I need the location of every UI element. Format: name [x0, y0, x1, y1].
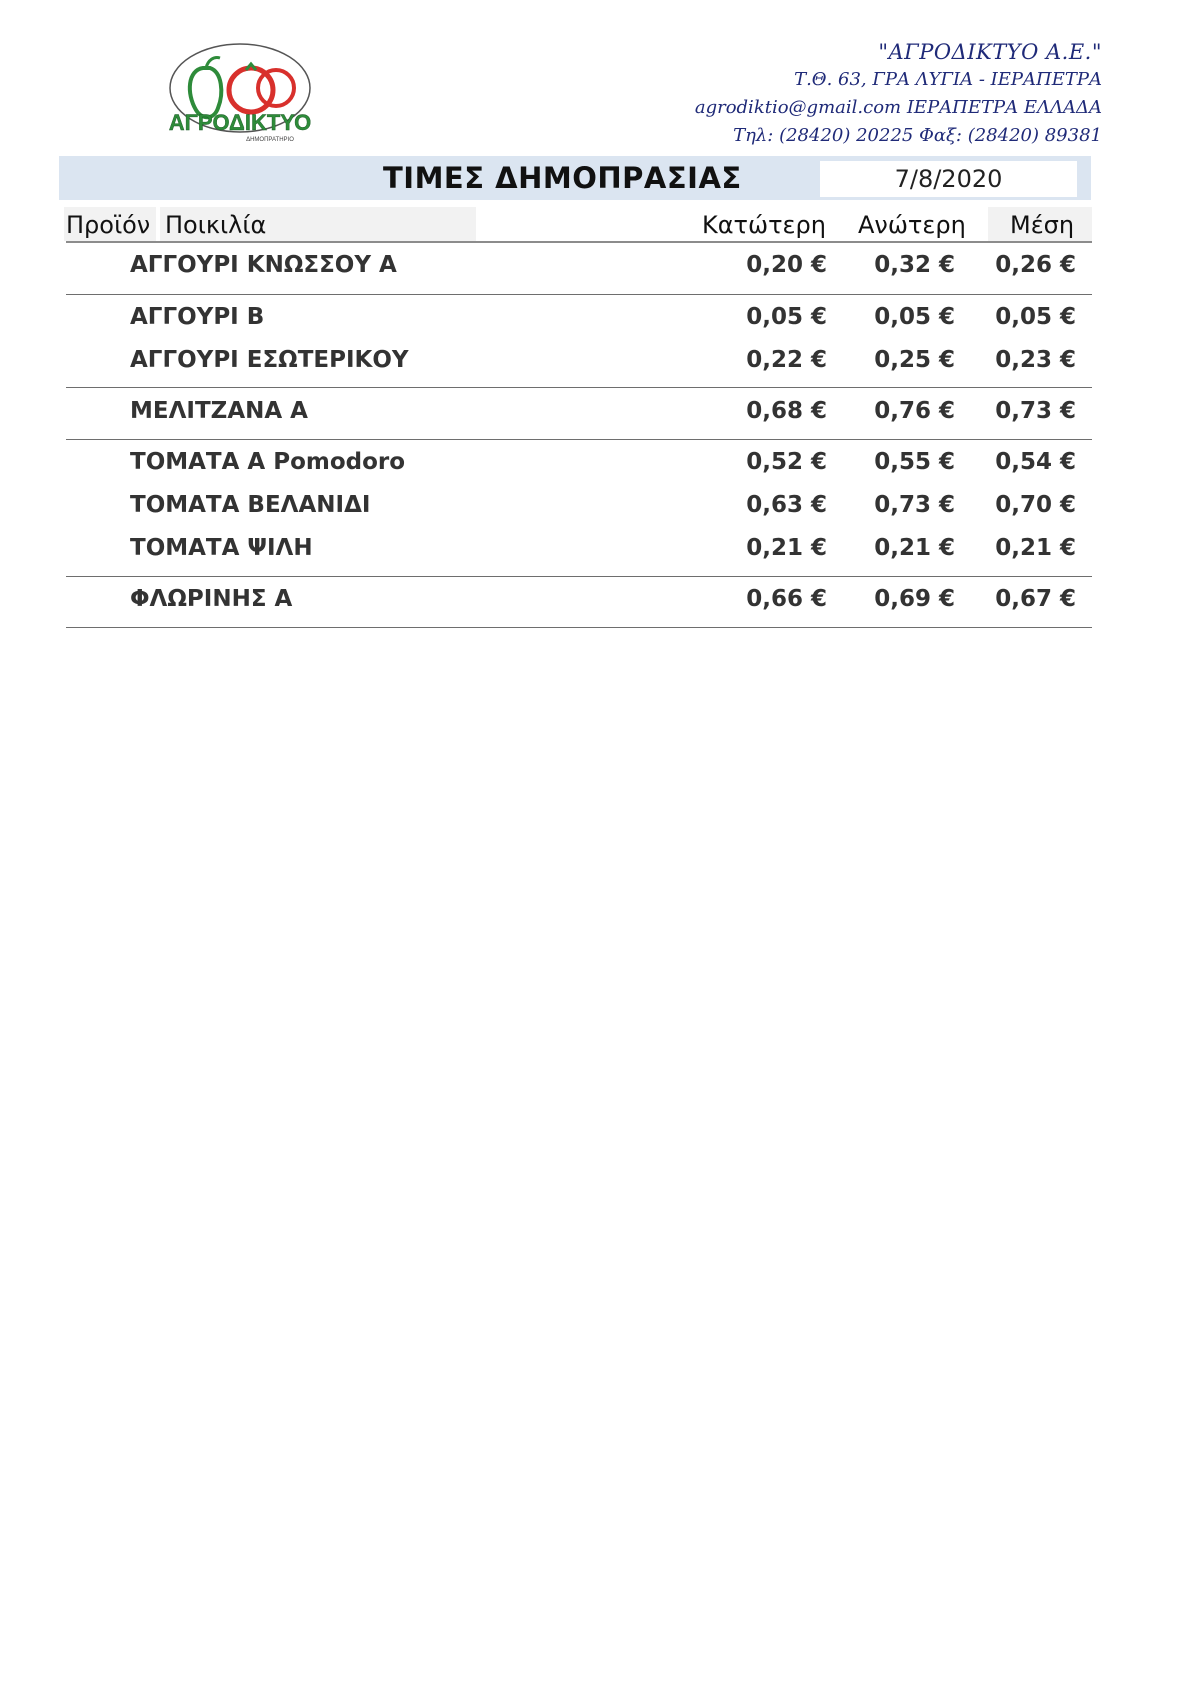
table-row — [0, 533, 1200, 573]
product-name: ΑΓΓΟΥΡΙ ΚΝΩΣΣΟΥ Α — [130, 252, 397, 278]
table-row — [0, 584, 1200, 624]
table-row — [0, 447, 1200, 487]
price-low: 0,20 € — [746, 252, 827, 278]
price-high: 0,05 € — [874, 304, 955, 330]
price-avg: 0,23 € — [995, 347, 1076, 373]
price-low: 0,21 € — [746, 535, 827, 561]
auction-date: 7/8/2020 — [820, 161, 1077, 197]
header-variety: Ποικιλία — [165, 211, 267, 239]
price-low: 0,05 € — [746, 304, 827, 330]
product-name: ΑΓΓΟΥΡΙ Β — [130, 304, 265, 330]
row-divider — [66, 387, 1092, 388]
table-row — [0, 345, 1200, 385]
price-high: 0,55 € — [874, 449, 955, 475]
price-high: 0,73 € — [874, 492, 955, 518]
company-email-city: agrodiktio@gmail.com ΙΕΡΑΠΕΤΡΑ ΕΛΛΑΔΑ — [694, 97, 1102, 118]
price-high: 0,69 € — [874, 586, 955, 612]
header-low: Κατώτερη — [702, 211, 826, 239]
price-low: 0,68 € — [746, 398, 827, 424]
product-name: ΤΟΜΑΤΑ ΨΙΛΗ — [130, 535, 313, 561]
table-row — [0, 302, 1200, 342]
header-product: Προϊόν — [66, 211, 151, 239]
price-avg: 0,54 € — [995, 449, 1076, 475]
price-avg: 0,21 € — [995, 535, 1076, 561]
price-high: 0,76 € — [874, 398, 955, 424]
header-divider — [66, 241, 1092, 243]
product-name: ΤΟΜΑΤΑ Α Pomodoro — [130, 449, 406, 475]
logo-subtext: ΔΗΜΟΠΡΑΤΗΡΙΟ — [246, 137, 294, 143]
row-divider — [66, 439, 1092, 440]
price-avg: 0,67 € — [995, 586, 1076, 612]
price-avg: 0,26 € — [995, 252, 1076, 278]
price-low: 0,66 € — [746, 586, 827, 612]
price-avg: 0,73 € — [995, 398, 1076, 424]
row-divider — [66, 294, 1092, 295]
price-high: 0,21 € — [874, 535, 955, 561]
table-row — [0, 490, 1200, 530]
price-high: 0,25 € — [874, 347, 955, 373]
row-divider — [66, 576, 1092, 577]
row-divider — [66, 627, 1092, 628]
product-name: ΤΟΜΑΤΑ ΒΕΛΑΝΙΔΙ — [130, 492, 371, 518]
price-high: 0,32 € — [874, 252, 955, 278]
price-avg: 0,70 € — [995, 492, 1076, 518]
table-row — [0, 250, 1200, 290]
price-low: 0,52 € — [746, 449, 827, 475]
product-name: ΜΕΛΙΤΖΑΝΑ Α — [130, 398, 308, 424]
price-avg: 0,05 € — [995, 304, 1076, 330]
price-low: 0,22 € — [746, 347, 827, 373]
table-row — [0, 396, 1200, 436]
product-name: ΑΓΓΟΥΡΙ ΕΣΩΤΕΡΙΚΟΥ — [130, 347, 409, 373]
logo-text: ΑΓΡΟΔΙΚΤΥΟ — [168, 110, 312, 135]
company-address: Τ.Θ. 63, ΓΡΑ ΛΥΓΙΑ - ΙΕΡΑΠΕΤΡΑ — [794, 69, 1102, 90]
page-title: ΤΙΜΕΣ ΔΗΜΟΠΡΑΣΙΑΣ — [383, 161, 742, 195]
price-low: 0,63 € — [746, 492, 827, 518]
header-high: Ανώτερη — [858, 211, 966, 239]
product-name: ΦΛΩΡΙΝΗΣ Α — [130, 586, 293, 612]
company-name: "ΑΓΡΟΔΙΚΤΥΟ Α.Ε." — [878, 40, 1102, 64]
company-info — [695, 38, 1102, 150]
company-logo — [158, 38, 323, 150]
company-phone-fax: Τηλ: (28420) 20225 Φαξ: (28420) 89381 — [733, 125, 1102, 146]
header-avg: Μέση — [1010, 211, 1075, 239]
